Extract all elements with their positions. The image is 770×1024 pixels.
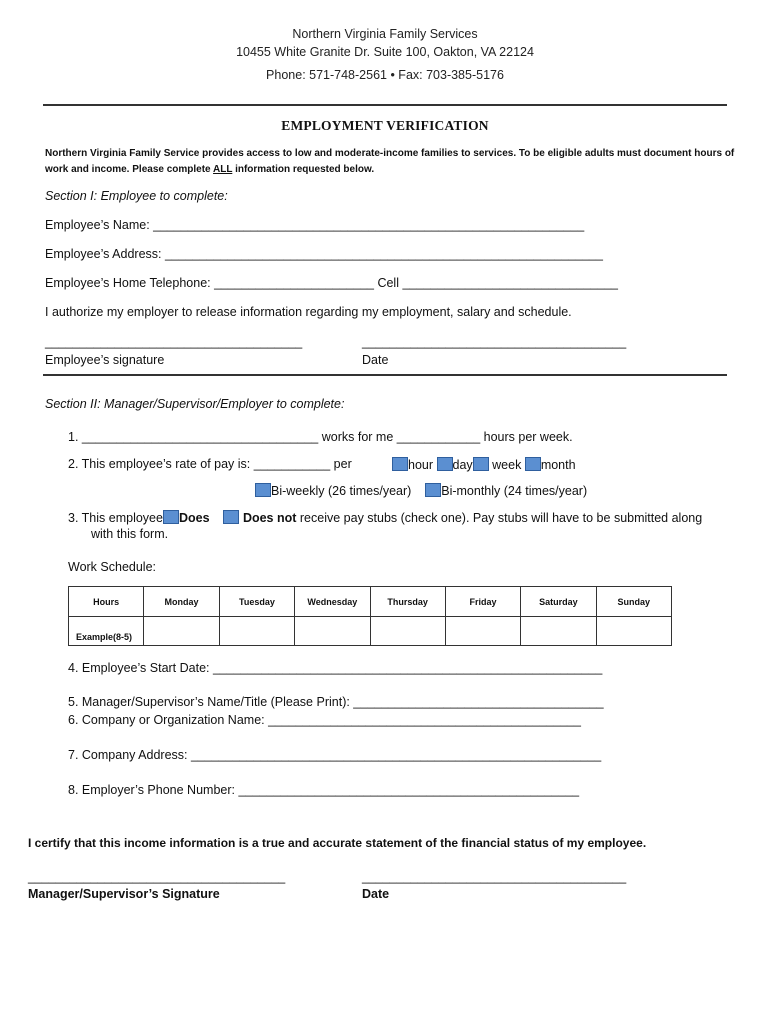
- item-start-date[interactable]: 4. Employee’s Start Date: ________________________________________________________: [68, 661, 603, 675]
- schedule-header-wednesday: Wednesday: [295, 587, 370, 617]
- does-not-label: Does not: [242, 511, 297, 525]
- employee-phone-field[interactable]: Employee’s Home Telephone: _______________________ Cell _______________________________: [45, 276, 618, 290]
- certification-statement: I certify that this income information is a true and accurate statement of the financial status of my employee.: [28, 836, 647, 850]
- schedule-header-hours: Hours: [69, 587, 144, 617]
- frequency-options: [255, 483, 587, 498]
- schedule-cell-thursday[interactable]: [370, 617, 445, 646]
- bimonthly-label: Bi-monthly (24 times/year): [441, 484, 588, 498]
- bimonthly-checkbox[interactable]: [425, 483, 441, 497]
- schedule-header-friday: Friday: [445, 587, 520, 617]
- employee-address-field[interactable]: Employee’s Address: _______________________________________________________________: [45, 247, 603, 261]
- schedule-header-row: [69, 587, 672, 617]
- week-label: week: [488, 458, 522, 472]
- schedule-header-saturday: Saturday: [521, 587, 596, 617]
- month-label: month: [540, 458, 576, 472]
- item-employer-phone[interactable]: 8. Employer’s Phone Number: _________________________________________________: [68, 783, 580, 797]
- biweekly-label: Bi-weekly (26 times/year): [271, 484, 412, 498]
- manager-signature-label: Manager/Supervisor’s Signature: [28, 887, 220, 901]
- item-rate-of-pay[interactable]: 2. This employee’s rate of pay is: ___________ per: [68, 457, 352, 471]
- schedule-cell-saturday[interactable]: [521, 617, 596, 646]
- employee-signature-field[interactable]: _____________________________________: [45, 335, 303, 349]
- item3-suffix: receive pay stubs (check one). Pay stubs will have to be submitted along: [296, 511, 703, 525]
- week-checkbox[interactable]: [473, 457, 489, 471]
- intro-text: [45, 146, 735, 178]
- section-divider: [43, 374, 727, 376]
- org-name: Northern Virginia Family Services: [292, 27, 478, 41]
- schedule-cell-friday[interactable]: [445, 617, 520, 646]
- schedule-header-tuesday: Tuesday: [219, 587, 294, 617]
- does-not-checkbox[interactable]: [223, 510, 239, 524]
- biweekly-checkbox[interactable]: [255, 483, 271, 497]
- employee-name-field[interactable]: Employee’s Name: ______________________________________________________________: [45, 218, 585, 232]
- day-checkbox[interactable]: [437, 457, 453, 471]
- manager-date-field[interactable]: ______________________________________: [362, 870, 627, 884]
- item-hours-per-week[interactable]: 1. __________________________________ works for me ____________ hours per week.: [68, 430, 573, 444]
- schedule-header-monday: Monday: [144, 587, 219, 617]
- schedule-cell-tuesday[interactable]: [219, 617, 294, 646]
- schedule-example: Example(8-5): [76, 632, 133, 642]
- work-schedule-table: [68, 586, 672, 646]
- form-title: EMPLOYMENT VERIFICATION: [281, 118, 489, 133]
- schedule-cell-monday[interactable]: [144, 617, 219, 646]
- schedule-header-sunday: Sunday: [596, 587, 671, 617]
- schedule-header-thursday: Thursday: [370, 587, 445, 617]
- does-checkbox[interactable]: [163, 510, 179, 524]
- header-divider: [43, 104, 727, 106]
- schedule-entry-row: [69, 617, 672, 646]
- intro-part1: Northern Virginia Family Service provides access to low and moderate-income families to services. To be eligible adults must document hours of work and income. Please complete: [45, 148, 735, 175]
- month-checkbox[interactable]: [525, 457, 541, 471]
- hour-label: hour: [408, 458, 434, 472]
- manager-date-label: Date: [362, 887, 390, 901]
- item-manager-name[interactable]: 5. Manager/Supervisor’s Name/Title (Please Print): ____________________________________: [68, 695, 604, 709]
- employee-date-label: Date: [362, 353, 389, 367]
- work-schedule-label: Work Schedule:: [68, 560, 157, 574]
- item-pay-stubs: [68, 510, 702, 525]
- item3-prefix: 3. This employee: [68, 511, 163, 525]
- day-label: day: [452, 458, 473, 472]
- item3-continuation: with this form.: [91, 527, 169, 541]
- intro-underline: ALL: [213, 164, 233, 175]
- employee-date-field[interactable]: ______________________________________: [362, 335, 627, 349]
- schedule-cell-sunday[interactable]: [596, 617, 671, 646]
- hour-checkbox[interactable]: [392, 457, 408, 471]
- employee-signature-label: Employee’s signature: [45, 353, 165, 367]
- manager-signature-field[interactable]: _____________________________________: [28, 870, 286, 884]
- schedule-cell-wednesday[interactable]: [295, 617, 370, 646]
- org-phone: Phone: 571-748-2561 • Fax: 703-385-5176: [266, 68, 504, 82]
- intro-part2: information requested below.: [232, 164, 375, 175]
- section2-heading: Section II: Manager/Supervisor/Employer to complete:: [45, 397, 345, 411]
- org-address: 10455 White Granite Dr. Suite 100, Oakton, VA 22124: [236, 45, 534, 59]
- section1-heading: Section I: Employee to complete:: [45, 189, 228, 203]
- does-label: Does: [178, 511, 210, 525]
- item-company-address[interactable]: 7. Company Address: ___________________________________________________________: [68, 748, 602, 762]
- rate-options: [392, 457, 576, 472]
- authorization-text: I authorize my employer to release information regarding my employment, salary and schedule.: [45, 305, 572, 319]
- item-company-name[interactable]: 6. Company or Organization Name: _____________________________________________: [68, 713, 581, 727]
